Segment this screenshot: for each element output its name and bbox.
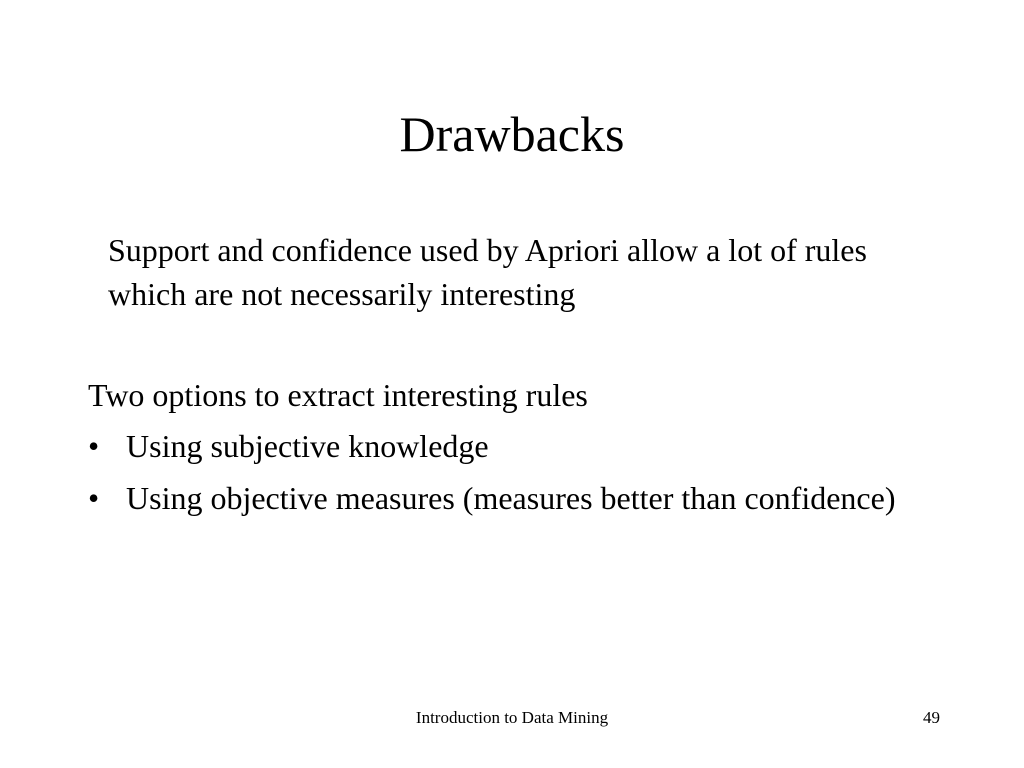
- bullet-marker: •: [88, 480, 100, 516]
- options-heading: Two options to extract interesting rules: [88, 377, 588, 413]
- bullet-text-objective: Using objective measures (measures better than confidence): [126, 480, 896, 516]
- intro-paragraph: Support and confidence used by Apriori allow a lot of rules which are not necessarily interesting: [108, 232, 867, 312]
- footer-course-title: Introduction to Data Mining: [415, 708, 609, 727]
- bullet-item: [88, 476, 918, 520]
- bullet-text-subjective: Using subjective knowledge: [126, 428, 489, 464]
- page-number: 49: [923, 708, 940, 727]
- slide-title: Drawbacks: [399, 106, 625, 162]
- bullet-list: [88, 424, 918, 528]
- bullet-item: [88, 424, 918, 468]
- bullet-marker: •: [88, 428, 100, 464]
